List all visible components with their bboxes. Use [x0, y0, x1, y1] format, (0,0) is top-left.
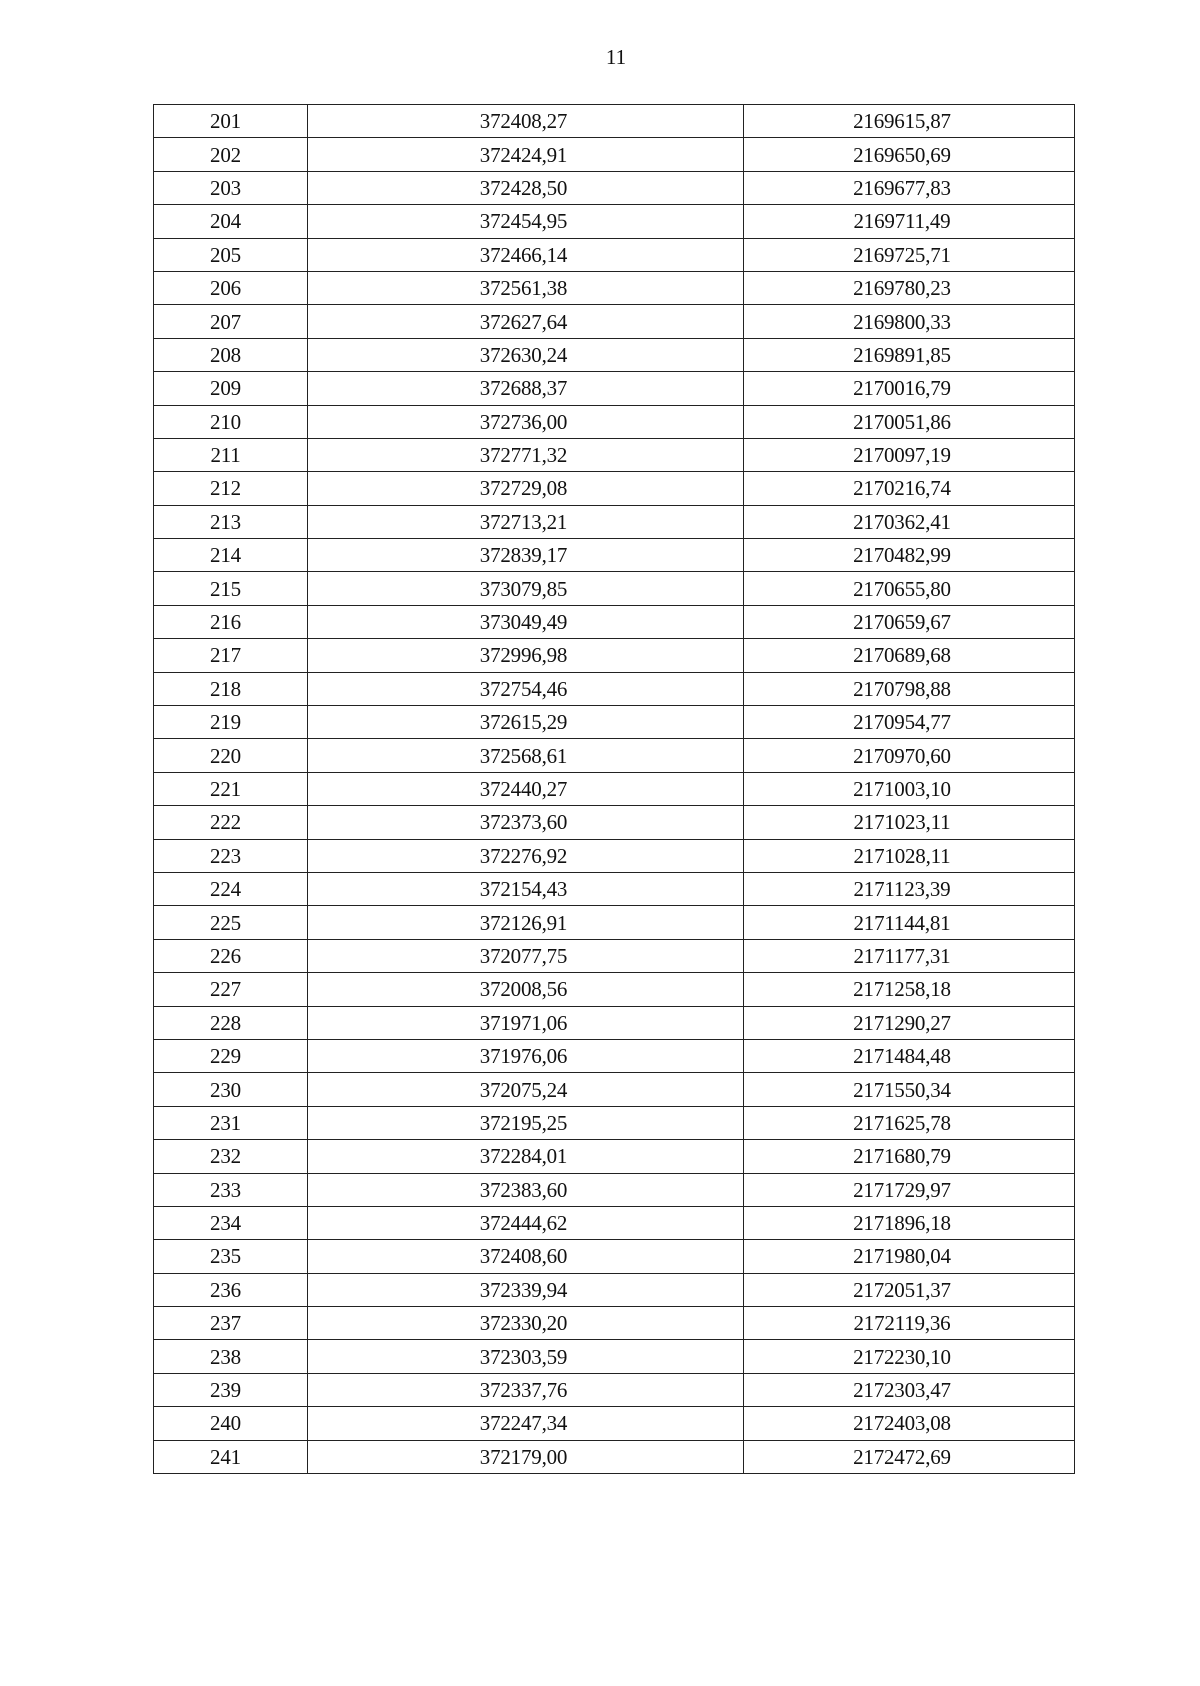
table-row	[154, 171, 1075, 204]
x-coordinate-cell: 372276,92	[308, 839, 744, 872]
y-coordinate-cell: 2171123,39	[744, 872, 1075, 905]
x-coordinate-cell: 372408,27	[308, 105, 744, 138]
point-number-cell: 220	[154, 739, 308, 772]
point-number-cell: 223	[154, 839, 308, 872]
x-coordinate-cell: 372284,01	[308, 1140, 744, 1173]
x-coordinate-cell: 372195,25	[308, 1106, 744, 1139]
x-coordinate-cell: 371971,06	[308, 1006, 744, 1039]
point-number-cell: 205	[154, 238, 308, 271]
table-row	[154, 973, 1075, 1006]
x-coordinate-cell: 372154,43	[308, 872, 744, 905]
point-number-cell: 209	[154, 372, 308, 405]
y-coordinate-cell: 2171729,97	[744, 1173, 1075, 1206]
table-row	[154, 1340, 1075, 1373]
table-row	[154, 806, 1075, 839]
table-row	[154, 1106, 1075, 1139]
point-number-cell: 213	[154, 505, 308, 538]
y-coordinate-cell: 2170362,41	[744, 505, 1075, 538]
point-number-cell: 240	[154, 1407, 308, 1440]
coordinates-table	[153, 104, 1075, 1474]
y-coordinate-cell: 2172051,37	[744, 1273, 1075, 1306]
table-row	[154, 872, 1075, 905]
point-number-cell: 204	[154, 205, 308, 238]
point-number-cell: 215	[154, 572, 308, 605]
x-coordinate-cell: 372615,29	[308, 706, 744, 739]
x-coordinate-cell: 372440,27	[308, 772, 744, 805]
point-number-cell: 222	[154, 806, 308, 839]
x-coordinate-cell: 372736,00	[308, 405, 744, 438]
x-coordinate-cell: 373079,85	[308, 572, 744, 605]
table-row	[154, 1140, 1075, 1173]
y-coordinate-cell: 2172119,36	[744, 1307, 1075, 1340]
y-coordinate-cell: 2170689,68	[744, 639, 1075, 672]
point-number-cell: 201	[154, 105, 308, 138]
table-row	[154, 1407, 1075, 1440]
y-coordinate-cell: 2169615,87	[744, 105, 1075, 138]
point-number-cell: 206	[154, 271, 308, 304]
x-coordinate-cell: 372077,75	[308, 939, 744, 972]
table-row	[154, 438, 1075, 471]
table-row	[154, 539, 1075, 572]
table-row	[154, 706, 1075, 739]
x-coordinate-cell: 372754,46	[308, 672, 744, 705]
x-coordinate-cell: 372568,61	[308, 739, 744, 772]
y-coordinate-cell: 2171144,81	[744, 906, 1075, 939]
table-row	[154, 1440, 1075, 1473]
point-number-cell: 237	[154, 1307, 308, 1340]
point-number-cell: 211	[154, 438, 308, 471]
y-coordinate-cell: 2170016,79	[744, 372, 1075, 405]
y-coordinate-cell: 2171003,10	[744, 772, 1075, 805]
x-coordinate-cell: 372713,21	[308, 505, 744, 538]
x-coordinate-cell: 372179,00	[308, 1440, 744, 1473]
point-number-cell: 210	[154, 405, 308, 438]
table-row	[154, 1006, 1075, 1039]
y-coordinate-cell: 2171023,11	[744, 806, 1075, 839]
y-coordinate-cell: 2170655,80	[744, 572, 1075, 605]
point-number-cell: 238	[154, 1340, 308, 1373]
x-coordinate-cell: 372339,94	[308, 1273, 744, 1306]
page-number: 11	[605, 45, 627, 69]
x-coordinate-cell: 372627,64	[308, 305, 744, 338]
point-number-cell: 234	[154, 1206, 308, 1239]
table-row	[154, 1273, 1075, 1306]
point-number-cell: 229	[154, 1039, 308, 1072]
point-number-cell: 212	[154, 472, 308, 505]
table-row	[154, 405, 1075, 438]
y-coordinate-cell: 2169891,85	[744, 338, 1075, 371]
x-coordinate-cell: 372337,76	[308, 1373, 744, 1406]
y-coordinate-cell: 2169650,69	[744, 138, 1075, 171]
point-number-cell: 224	[154, 872, 308, 905]
y-coordinate-cell: 2169800,33	[744, 305, 1075, 338]
y-coordinate-cell: 2171550,34	[744, 1073, 1075, 1106]
y-coordinate-cell: 2171484,48	[744, 1039, 1075, 1072]
x-coordinate-cell: 372729,08	[308, 472, 744, 505]
point-number-cell: 214	[154, 539, 308, 572]
point-number-cell: 230	[154, 1073, 308, 1106]
x-coordinate-cell: 371976,06	[308, 1039, 744, 1072]
x-coordinate-cell: 372688,37	[308, 372, 744, 405]
y-coordinate-cell: 2169780,23	[744, 271, 1075, 304]
x-coordinate-cell: 372330,20	[308, 1307, 744, 1340]
table-row	[154, 739, 1075, 772]
table-row	[154, 271, 1075, 304]
point-number-cell: 227	[154, 973, 308, 1006]
point-number-cell: 219	[154, 706, 308, 739]
y-coordinate-cell: 2172472,69	[744, 1440, 1075, 1473]
x-coordinate-cell: 372126,91	[308, 906, 744, 939]
y-coordinate-cell: 2172403,08	[744, 1407, 1075, 1440]
point-number-cell: 226	[154, 939, 308, 972]
table-row	[154, 605, 1075, 638]
y-coordinate-cell: 2171625,78	[744, 1106, 1075, 1139]
x-coordinate-cell: 373049,49	[308, 605, 744, 638]
point-number-cell: 235	[154, 1240, 308, 1273]
y-coordinate-cell: 2170659,67	[744, 605, 1075, 638]
table-row	[154, 839, 1075, 872]
point-number-cell: 236	[154, 1273, 308, 1306]
table-row	[154, 906, 1075, 939]
point-number-cell: 208	[154, 338, 308, 371]
x-coordinate-cell: 372561,38	[308, 271, 744, 304]
table-row	[154, 238, 1075, 271]
y-coordinate-cell: 2171980,04	[744, 1240, 1075, 1273]
point-number-cell: 221	[154, 772, 308, 805]
point-number-cell: 231	[154, 1106, 308, 1139]
x-coordinate-cell: 372373,60	[308, 806, 744, 839]
point-number-cell: 207	[154, 305, 308, 338]
point-number-cell: 233	[154, 1173, 308, 1206]
x-coordinate-cell: 372008,56	[308, 973, 744, 1006]
y-coordinate-cell: 2172230,10	[744, 1340, 1075, 1373]
x-coordinate-cell: 372247,34	[308, 1407, 744, 1440]
y-coordinate-cell: 2170970,60	[744, 739, 1075, 772]
y-coordinate-cell: 2170954,77	[744, 706, 1075, 739]
point-number-cell: 239	[154, 1373, 308, 1406]
y-coordinate-cell: 2171028,11	[744, 839, 1075, 872]
x-coordinate-cell: 372075,24	[308, 1073, 744, 1106]
table-row	[154, 205, 1075, 238]
x-coordinate-cell: 372424,91	[308, 138, 744, 171]
y-coordinate-cell: 2172303,47	[744, 1373, 1075, 1406]
table-row	[154, 1240, 1075, 1273]
y-coordinate-cell: 2170097,19	[744, 438, 1075, 471]
x-coordinate-cell: 372454,95	[308, 205, 744, 238]
point-number-cell: 241	[154, 1440, 308, 1473]
table-row	[154, 672, 1075, 705]
point-number-cell: 217	[154, 639, 308, 672]
y-coordinate-cell: 2170482,99	[744, 539, 1075, 572]
point-number-cell: 216	[154, 605, 308, 638]
table-row	[154, 1206, 1075, 1239]
y-coordinate-cell: 2170216,74	[744, 472, 1075, 505]
point-number-cell: 232	[154, 1140, 308, 1173]
table-row	[154, 338, 1075, 371]
y-coordinate-cell: 2171258,18	[744, 973, 1075, 1006]
point-number-cell: 203	[154, 171, 308, 204]
x-coordinate-cell: 372303,59	[308, 1340, 744, 1373]
x-coordinate-cell: 372428,50	[308, 171, 744, 204]
table-row	[154, 1173, 1075, 1206]
y-coordinate-cell: 2170798,88	[744, 672, 1075, 705]
table-row	[154, 505, 1075, 538]
x-coordinate-cell: 372466,14	[308, 238, 744, 271]
x-coordinate-cell: 372630,24	[308, 338, 744, 371]
x-coordinate-cell: 372444,62	[308, 1206, 744, 1239]
y-coordinate-cell: 2171290,27	[744, 1006, 1075, 1039]
y-coordinate-cell: 2171680,79	[744, 1140, 1075, 1173]
table-row	[154, 1307, 1075, 1340]
table-row	[154, 372, 1075, 405]
y-coordinate-cell: 2170051,86	[744, 405, 1075, 438]
x-coordinate-cell: 372408,60	[308, 1240, 744, 1273]
point-number-cell: 202	[154, 138, 308, 171]
point-number-cell: 218	[154, 672, 308, 705]
x-coordinate-cell: 372839,17	[308, 539, 744, 572]
table-row	[154, 1039, 1075, 1072]
point-number-cell: 228	[154, 1006, 308, 1039]
x-coordinate-cell: 372996,98	[308, 639, 744, 672]
table-row	[154, 305, 1075, 338]
x-coordinate-cell: 372771,32	[308, 438, 744, 471]
table-row	[154, 138, 1075, 171]
y-coordinate-cell: 2169677,83	[744, 171, 1075, 204]
table-row	[154, 1073, 1075, 1106]
coordinates-table-body	[154, 105, 1075, 1474]
table-row	[154, 639, 1075, 672]
point-number-cell: 225	[154, 906, 308, 939]
x-coordinate-cell: 372383,60	[308, 1173, 744, 1206]
table-row	[154, 105, 1075, 138]
y-coordinate-cell: 2169711,49	[744, 205, 1075, 238]
table-row	[154, 1373, 1075, 1406]
table-row	[154, 572, 1075, 605]
y-coordinate-cell: 2171177,31	[744, 939, 1075, 972]
y-coordinate-cell: 2171896,18	[744, 1206, 1075, 1239]
table-row	[154, 939, 1075, 972]
table-row	[154, 472, 1075, 505]
table-row	[154, 772, 1075, 805]
y-coordinate-cell: 2169725,71	[744, 238, 1075, 271]
